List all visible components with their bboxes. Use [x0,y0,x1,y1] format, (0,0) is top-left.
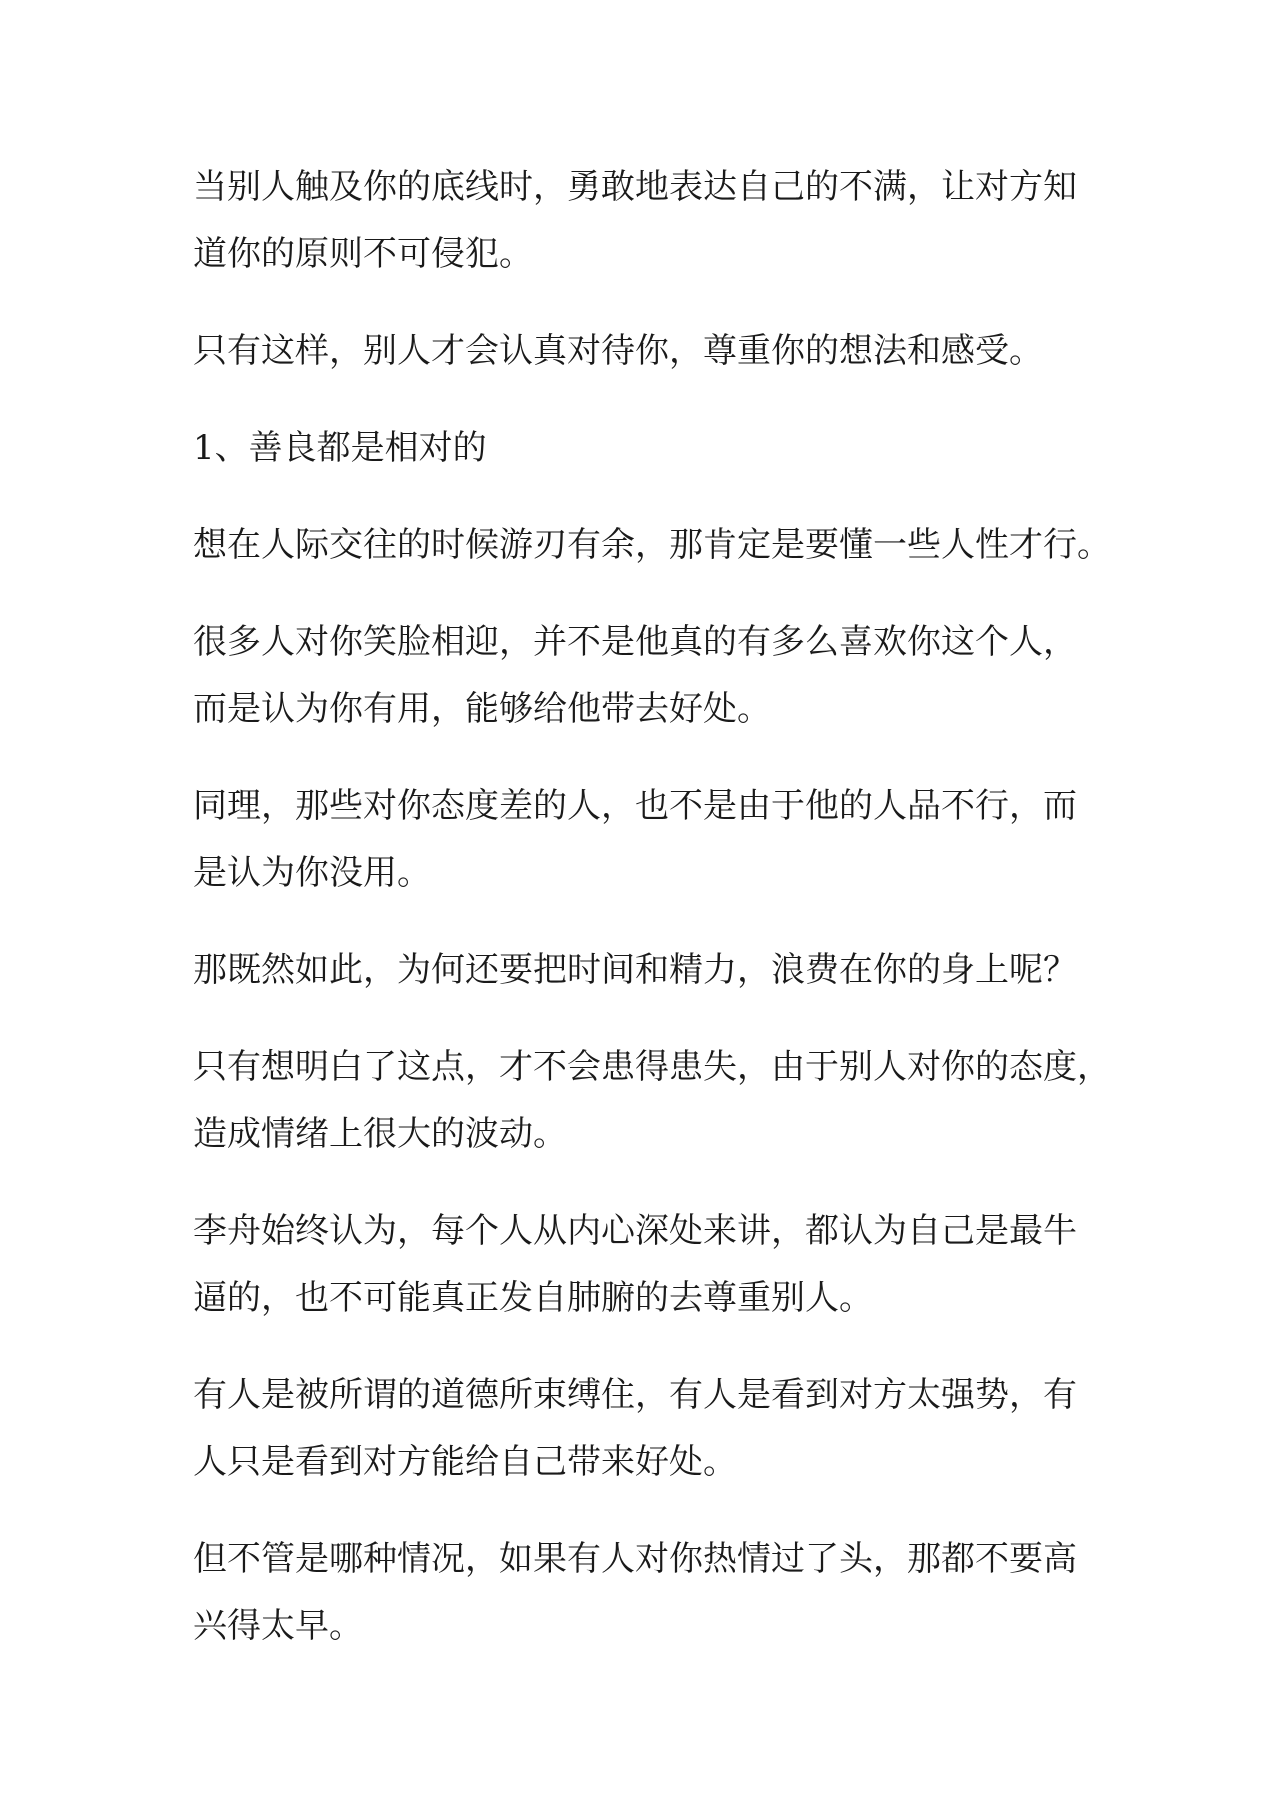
text-line: 想在人际交往的时候游刃有余，那肯定是要懂一些人性才行。 [193,525,1111,565]
text-line: 造成情绪上很大的波动。 [193,1114,567,1154]
paragraph [193,773,1093,907]
paragraph [193,609,1093,743]
text-line: 李舟始终认为，每个人从内心深处来讲，都认为自己是最牛 [193,1211,1077,1251]
paragraph [193,1362,1093,1496]
text-line: 但不管是哪种情况，如果有人对你热情过了头，那都不要高 [193,1539,1077,1579]
text-line: 是认为你没用。 [193,853,431,893]
text-line: 逼的，也不可能真正发自肺腑的去尊重别人。 [193,1278,873,1318]
text-line: 那既然如此，为何还要把时间和精力，浪费在你的身上呢？ [193,950,1077,990]
text-line: 道你的原则不可侵犯。 [193,234,533,274]
paragraph [193,318,1093,385]
text-line: 只有想明白了这点，才不会患得患失，由于别人对你的态度， [193,1047,1111,1087]
paragraph [193,937,1093,1004]
paragraph [193,1198,1093,1332]
paragraph [193,512,1111,579]
text-line: 很多人对你笑脸相迎，并不是他真的有多么喜欢你这个人， [193,622,1077,662]
document-body [193,154,1111,1690]
section-heading [193,415,1093,482]
paragraph [193,1034,1111,1168]
text-line: 有人是被所谓的道德所束缚住，有人是看到对方太强势，有 [193,1375,1077,1415]
text-line: 1、善良都是相对的 [193,428,487,468]
text-line: 人只是看到对方能给自己带来好处。 [193,1442,737,1482]
text-line: 兴得太早。 [193,1606,363,1646]
text-line: 当别人触及你的底线时，勇敢地表达自己的不满，让对方知 [193,167,1077,207]
paragraph [193,1526,1093,1660]
text-line: 同理，那些对你态度差的人，也不是由于他的人品不行，而 [193,786,1077,826]
text-line: 而是认为你有用，能够给他带去好处。 [193,689,771,729]
text-line: 只有这样，别人才会认真对待你，尊重你的想法和感受。 [193,331,1043,371]
paragraph [193,154,1093,288]
